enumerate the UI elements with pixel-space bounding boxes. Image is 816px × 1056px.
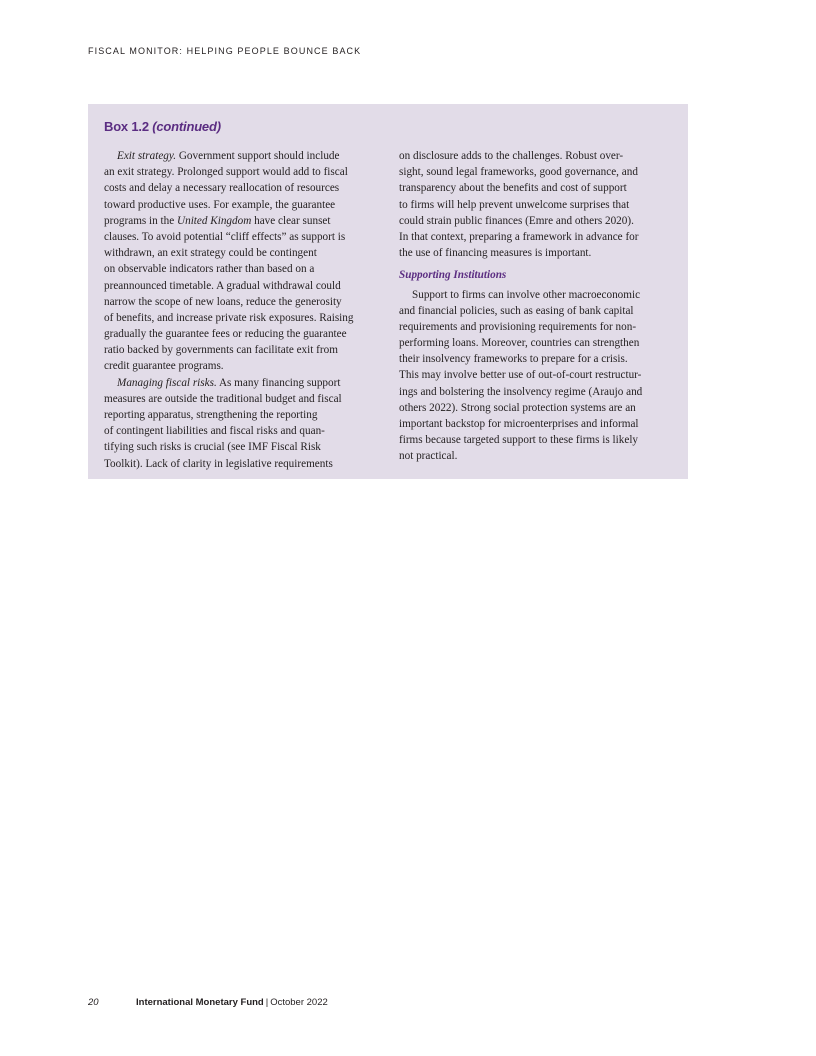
text-line: ratio backed by governments can facilitate exit from xyxy=(104,344,338,357)
text-line: This may involve better use of out-of-court restructur- xyxy=(399,369,642,382)
text-line: tifying such risks is crucial (see IMF Fiscal Risk xyxy=(104,441,321,454)
text-line: Exit strategy. Government support should include xyxy=(117,150,340,162)
text-line: important backstop for microenterprises and informal xyxy=(399,418,639,430)
running-head: FISCAL MONITOR: HELPING PEOPLE BOUNCE BACK xyxy=(88,46,362,56)
run-in-heading-exit-strategy: Exit strategy. xyxy=(117,150,177,162)
run-in-heading-fiscal-risks: Managing fiscal risks. xyxy=(117,376,217,389)
text-line: not practical. xyxy=(399,450,458,463)
text-line: narrow the scope of new loans, reduce the generosity xyxy=(104,295,342,308)
text-line: on observable indicators rather than based on a xyxy=(104,263,315,276)
text-line: ings and bolstering the insolvency regime (Araujo and xyxy=(399,385,643,398)
text-line: others 2022). Strong social protection systems are an xyxy=(399,401,636,414)
text-line: programs in the United Kingdom have clear sunset xyxy=(104,214,331,227)
text-line: of benefits, and increase private risk exposures. Raising xyxy=(104,311,354,324)
section-subheading: Supporting Institutions xyxy=(399,269,507,282)
text-line: credit guarantee programs. xyxy=(104,360,224,373)
text-line: the use of financing measures is important. xyxy=(399,247,592,260)
text-line: on disclosure adds to the challenges. Robust over- xyxy=(399,150,624,162)
text-line: clauses. To avoid potential “cliff effects” as support is xyxy=(104,230,346,243)
text-line: could strain public finances (Emre and others 2020). xyxy=(399,214,634,227)
page-number: 20 xyxy=(88,997,99,1008)
text-line: sight, sound legal frameworks, good governance, and xyxy=(399,166,638,179)
publication-date: October 2022 xyxy=(270,997,328,1008)
publisher-name: International Monetary Fund xyxy=(136,997,264,1008)
text-line: costs and delay a necessary reallocation of resources xyxy=(104,182,340,195)
footer-separator: | xyxy=(265,997,269,1008)
text-line: In that context, preparing a framework in advance for xyxy=(399,230,639,243)
text-line: their insolvency frameworks to prepare for a crisis. xyxy=(399,353,628,366)
text-line: measures are outside the traditional budget and fiscal xyxy=(104,392,342,405)
text-line: an exit strategy. Prolonged support would add to fiscal xyxy=(104,166,348,179)
page-footer xyxy=(88,997,328,1008)
box-title-main: Box 1.2 xyxy=(104,119,149,134)
country-name: United Kingdom xyxy=(177,214,252,227)
text-line: toward productive uses. For example, the guarantee xyxy=(104,198,336,211)
text-line: reporting apparatus, strengthening the reporting xyxy=(104,409,318,421)
text-line: Support to firms can involve other macroeconomic xyxy=(412,288,641,301)
text-line: Managing fiscal risks. As many financing support xyxy=(117,376,341,389)
right-column xyxy=(399,148,674,465)
text-line: requirements and provisioning requirements for non- xyxy=(399,320,637,333)
left-column xyxy=(104,148,379,472)
text-line: firms because targeted support to these firms is likely xyxy=(399,434,639,447)
box-panel xyxy=(88,104,688,479)
text-line: gradually the guarantee fees or reducing the guarantee xyxy=(104,328,347,341)
text-line: of contingent liabilities and fiscal risks and quan- xyxy=(104,425,325,438)
text-line: to firms will help prevent unwelcome surprises that xyxy=(399,198,630,211)
text-line: transparency about the benefits and cost of support xyxy=(399,182,627,195)
text-line: withdrawn, an exit strategy could be contingent xyxy=(104,247,317,260)
text-line: and financial policies, such as easing of bank capital xyxy=(399,304,634,317)
box-title-continued: (continued) xyxy=(152,119,221,134)
text-line: Toolkit). Lack of clarity in legislative requirements xyxy=(104,457,333,470)
text-line: performing loans. Moreover, countries can strengthen xyxy=(399,337,640,350)
text-line: preannounced timetable. A gradual withdrawal could xyxy=(104,279,341,292)
box-title xyxy=(104,119,221,134)
